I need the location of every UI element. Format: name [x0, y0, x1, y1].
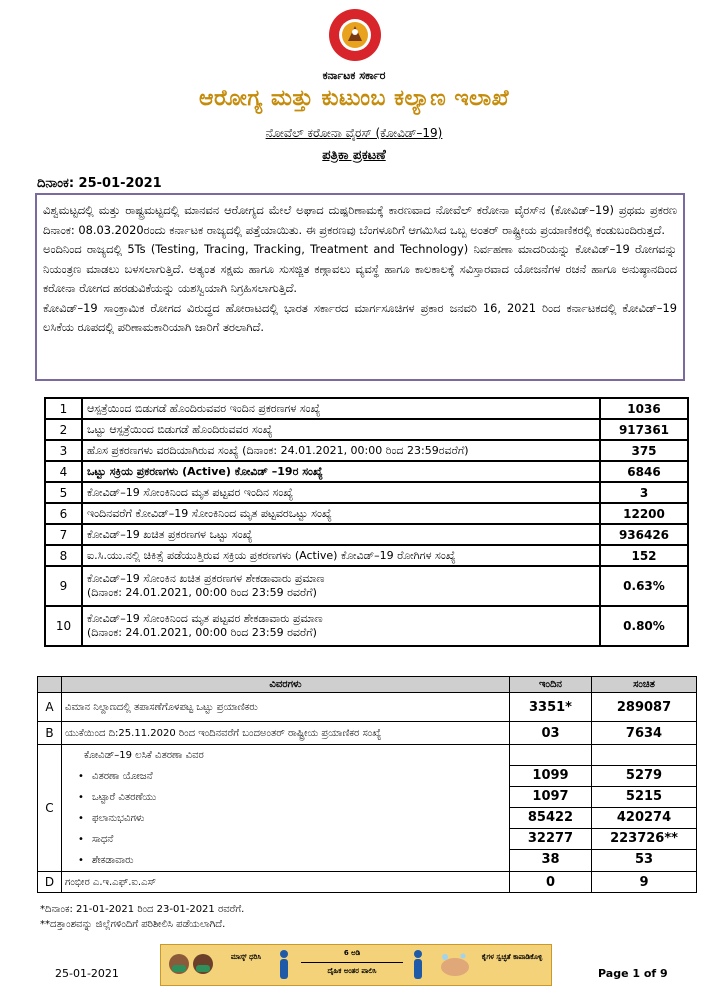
item-cumulative: 5279: [592, 765, 696, 786]
vaccine-title: ಕೋವಿಡ್–19 ಲಸಿಕೆ ವಿತರಣಾ ವಿವರ: [84, 750, 204, 761]
intro-paragraph: ವಿಶ್ವಮಟ್ಟದಲ್ಲಿ ಮತ್ತು ರಾಷ್ಟ್ರಮಟ್ಟದಲ್ಲಿ ಮಾನವನ ಆರೋಗ್ಯದ ಮೇಲೆ ಅಘಾದ ದುಷ್ಪರಿಣಾಮಕ್ಕೆ ಕಾರಣವಾದ ನೋವೆಲ್ ಕರೋನಾ ವೈರಸ್‌ನ (ಕೋವಿಡ್–19) ಪ್ರಥಮ ಪ್ರಕರಣ ದಿನಾಂಕ: 08.03.2020ರಂದು ಕರ್ನಾಟಕ ರಾಜ್ಯದಲ್ಲಿ ಪತ್ತೆಯಾಯಿತು. ಈ ಪ್ರಕರಣವು ಬೆಂಗಳೂರಿಗೆ ಆಗಮಿಸಿದ ಒಬ್ಬ ಅಂತರ್ ರಾಷ್ಟ್ರೀಯ ಪ್ರಯಾಣಿಕರಲ್ಲಿ ಕಂಡುಬಂದಿರುತ್ತದೆ.: [43, 203, 677, 237]
item-cumulative: 223726**: [592, 828, 696, 849]
hand-wash-icon: [437, 951, 473, 979]
mask-person-icon: [167, 950, 217, 980]
row-number: 7: [45, 524, 82, 545]
department-title: ಆರೋಗ್ಯ ಮತ್ತು ಕುಟುಂಬ ಕಲ್ಯಾಣ ಇಲಾಖೆ: [198, 86, 510, 111]
table-row: [45, 440, 688, 461]
list-item: • ಸಾಧನೆ: [62, 829, 509, 850]
header-today: ಇಂದಿನ: [510, 677, 592, 693]
row-cumulative: 289087: [592, 693, 697, 722]
row-number: 5: [45, 482, 82, 503]
page-number: Page 1 of 9: [598, 967, 668, 980]
blank-cell: [592, 745, 696, 765]
row-letter: C: [38, 745, 62, 872]
table-row: [45, 524, 688, 545]
row-label: ಕೋವಿಡ್–19 ಸೋಂಕಿನ ಖಚಿತ ಪ್ರಕರಣಗಳ ಶೇಕಡಾವಾರು ಪ್ರಮಾಣ: [87, 572, 325, 585]
row-label: ಹೊಸ ಪ್ರಕರಣಗಳು ವರದಿಯಾಗಿರುವ ಸಂಖ್ಯೆ (ದಿನಾಂಕ: 24.01.2021, 00:00 ರಿಂದ 23:59ರವರೆಗೆ): [82, 440, 600, 461]
press-release-text: ಪತ್ರಿಕಾ ಪ್ರಕಟಣೆ: [322, 148, 386, 163]
table-row: [38, 872, 697, 893]
table-row: [45, 461, 688, 482]
row-value: 152: [600, 545, 688, 566]
row-number: 10: [45, 606, 82, 646]
intro-box: [35, 193, 685, 381]
distance-subtext: ದೈಹಿಕ ಅಂತರ ಪಾಲಿಸಿ: [327, 967, 377, 975]
government-emblem-icon: [328, 8, 382, 62]
row-number: 1: [45, 398, 82, 419]
table-row: [38, 722, 697, 745]
row-number: 4: [45, 461, 82, 482]
details-table: [37, 676, 697, 893]
mask-text: ಮಾಸ್ಕ್ ಧರಿಸಿ: [230, 953, 262, 961]
item-cumulative: 420274: [592, 807, 696, 828]
row-value: 0.63%: [600, 566, 688, 606]
row-label: ಗಂಭೀರ ಎ.ಇ.ಎಫ್.ಐ.ಎಸ್: [62, 872, 510, 893]
table-header-row: [38, 677, 697, 693]
row-letter: B: [38, 722, 62, 745]
item-today: 32277: [510, 828, 591, 849]
vaccine-list: [62, 745, 509, 871]
list-item: • ಶೇಕಡಾವಾರು: [62, 850, 509, 871]
table-row: [38, 693, 697, 722]
item-cumulative: 5215: [592, 786, 696, 807]
row-number: 6: [45, 503, 82, 524]
table-row: [38, 745, 697, 872]
vaccine-today-cell: [510, 745, 592, 872]
row-label: ಆಸ್ಪತ್ರೆಯಿಂದ ಬಿಡುಗಡೆ ಹೊಂದಿರುವವರ ಇಂದಿನ ಪ್ರಕರಣಗಳ ಸಂಖ್ಯೆ: [82, 398, 600, 419]
row-label-cell: [82, 606, 600, 646]
row-label: ಯುಕೆಯಿಂದ ದಿ:25.11.2020 ರಿಂದ ಇಂದಿನವರೆಗೆ ಬಂದಅಂತರ್ ರಾಷ್ಟ್ರೀಯ ಪ್ರಯಾಣಿಕರ ಸಂಖ್ಯೆ: [62, 722, 510, 745]
row-today: 0: [510, 872, 592, 893]
list-item: • ಫಲಾನುಭವಿಗಳು: [62, 808, 509, 829]
footnotes: [40, 902, 244, 932]
item-today: 1099: [510, 765, 591, 786]
distance-arrow: [301, 962, 403, 963]
subtitle: [0, 126, 708, 141]
header-details: ವಿವರಗಳು: [62, 677, 510, 693]
row-sublabel: (ದಿನಾಂಕ: 24.01.2021, 00:00 ರಿಂದ 23:59 ರವರೆಗೆ): [87, 626, 317, 639]
row-value: 375: [600, 440, 688, 461]
row-label-cell: [82, 566, 600, 606]
item-today: 1097: [510, 786, 591, 807]
row-label: ಐ.ಸಿ.ಯು.ನಲ್ಲಿ ಚಿಕಿತ್ಸೆ ಪಡೆಯುತ್ತಿರುವ ಸಕ್ರಿಯ ಪ್ರಕರಣಗಳು (Active) ಕೋವಿಡ್–19 ರೋಗಿಗಳ ಸಂಖ್ಯೆ: [82, 545, 600, 566]
row-number: 8: [45, 545, 82, 566]
row-label: ವಿಮಾನ ನಿಲ್ದಾಣದಲ್ಲಿ ತಪಾಸಣೆಗೊಳಪಟ್ಟ ಒಟ್ಟು ಪ್ರಯಾಣಿಕರು: [62, 693, 510, 722]
blank-cell: [510, 745, 591, 765]
row-letter: A: [38, 693, 62, 722]
row-letter: D: [38, 872, 62, 893]
subtitle-text: ನೋವೆಲ್ ಕರೋನಾ ವೈರಸ್ (ಕೋವಿಡ್–19): [265, 126, 443, 140]
person-icon: [277, 949, 291, 981]
row-value: 12200: [600, 503, 688, 524]
intro-paragraph: ಅಂದಿನಿಂದ ರಾಜ್ಯದಲ್ಲಿ 5Ts (Testing, Tracing, Tracking, Treatment and Technology) ನಿರ್ವಹಣಾ ಮಾದರಿಯನ್ನು ಕೋವಿಡ್–19 ರೋಗವನ್ನು ನಿಯಂತ್ರಣ ಮಾಡಲು ಬಳಸಲಾಗುತ್ತಿದೆ. ಅತ್ಯಂತ ಸಕ್ಷಮ ಹಾಗೂ ಸುಸಜ್ಜಿತ ಕಣ್ಗಾವಲು ವ್ಯವಸ್ಥೆ ಹಾಗೂ ಕಾಲಕಾಲಕ್ಕೆ ಸವಿಸ್ತಾರವಾದ ಯೋಜನೆಗಳ ರಚನೆ ಹಾಗೂ ಅನುಷ್ಠಾನದಿಂದ ಕರೋನಾ ರೋಗದ ಹರಡುವಿಕೆಯನ್ನು ಯಶಸ್ವಿಯಾಗಿ ನಿಗ್ರಹಿಸಲಾಗುತ್ತಿದೆ.: [43, 242, 677, 295]
footer-date: 25-01-2021: [55, 967, 119, 980]
row-label: ಕೋವಿಡ್–19 ಸೋಂಕಿನಿಂದ ಮೃತ ಪಟ್ಟವರ ಶೇಕಡಾವಾರು ಪ್ರಮಾಣ: [87, 612, 323, 625]
item-cumulative: 53: [592, 849, 696, 870]
table-row: [45, 419, 688, 440]
row-number: 2: [45, 419, 82, 440]
table-row: [45, 566, 688, 606]
row-value: 3: [600, 482, 688, 503]
table-row: [45, 606, 688, 646]
person-icon: [411, 949, 425, 981]
footnote: *ದಿನಾಂಕ: 21-01-2021 ರಿಂದ 23-01-2021 ರವರೆಗೆ.: [40, 904, 245, 915]
vaccine-cumulative-cell: [592, 745, 697, 872]
header-cumulative: ಸಂಚಿತ: [592, 677, 697, 693]
release-date: ದಿನಾಂಕ: 25-01-2021: [37, 176, 162, 191]
intro-paragraph: ಕೋವಿಡ್–19 ಸಾಂಕ್ರಾಮಿಕ ರೋಗದ ವಿರುದ್ಧದ ಹೋರಾಟದಲ್ಲಿ ಭಾರತ ಸರ್ಕಾರದ ಮಾರ್ಗಸೂಚಿಗಳ ಪ್ರಕಾರ ಜನವರಿ 16, 2021 ರಿಂದ ಕರ್ನಾಟಕದಲ್ಲಿ ಕೋವಿಡ್–19 ಲಸಿಕೆಯ ರೂಪದಲ್ಲಿ ಪರಿಣಾಮಕಾರಿಯಾಗಿ ಜಾರಿಗೆ ತರಲಾಗಿದೆ.: [43, 300, 677, 334]
vaccine-list-cell: [62, 745, 510, 872]
row-cumulative: 9: [592, 872, 697, 893]
table-row: [45, 398, 688, 419]
press-release-title: [0, 148, 708, 163]
table-row: [45, 503, 688, 524]
footnote: **ದತ್ತಾಂಶವನ್ನು ಜಿಲ್ಲೆಗಳಿಂದಿಗೆ ಪರಿಶೀಲಿಸಿ ಪಡೆಯಲಾಗಿದೆ.: [40, 919, 226, 930]
row-value: 936426: [600, 524, 688, 545]
row-label: ಕೋವಿಡ್–19 ಸೋಂಕಿನಿಂದ ಮೃತ ಪಟ್ಟವರ ಇಂದಿನ ಸಂಖ್ಯೆ: [82, 482, 600, 503]
item-today: 85422: [510, 807, 591, 828]
hand-wash-text: ಕೈಗಳ ಸ್ವಚ್ಛತೆ ಕಾಪಾಡಿಕೊಳ್ಳಿ: [481, 953, 543, 961]
row-label: ಕೋವಿಡ್–19 ಖಚಿತ ಪ್ರಕರಣಗಳ ಒಟ್ಟು ಸಂಖ್ಯೆ: [82, 524, 600, 545]
row-cumulative: 7634: [592, 722, 697, 745]
row-today: 3351*: [510, 693, 592, 722]
item-today: 38: [510, 849, 591, 870]
row-value: 917361: [600, 419, 688, 440]
safety-banner: [160, 944, 552, 986]
government-name: ಕರ್ನಾಟಕ ಸರ್ಕಾರ: [322, 69, 386, 82]
row-label: ಒಟ್ಟು ಸಕ್ರಿಯ ಪ್ರಕರಣಗಳು (Active) ಕೋವಿಡ್ –19ರ ಸಂಖ್ಯೆ: [82, 461, 600, 482]
row-label: ಒಟ್ಟು ಆಸ್ಪತ್ರೆಯಿಂದ ಬಿಡುಗಡೆ ಹೊಂದಿರುವವರ ಸಂಖ್ಯೆ: [82, 419, 600, 440]
table-row: [45, 482, 688, 503]
row-sublabel: (ದಿನಾಂಕ: 24.01.2021, 00:00 ರಿಂದ 23:59 ರವರೆಗೆ): [87, 586, 317, 599]
list-item: • ಒಟ್ಟಾರೆ ವಿತರಣೆಯು: [62, 787, 509, 808]
row-today: 03: [510, 722, 592, 745]
row-value: 6846: [600, 461, 688, 482]
list-item: • ವಿತರಣಾ ಯೋಜನೆ: [62, 766, 509, 787]
header-blank: [38, 677, 62, 693]
row-value: 1036: [600, 398, 688, 419]
table-row: [45, 545, 688, 566]
stats-table: [44, 397, 689, 647]
row-label: ಇಂದಿನವರೆಗೆ ಕೋವಿಡ್–19 ಸೋಂಕಿನಿಂದ ಮೃತ ಪಟ್ಟವರಒಟ್ಟು ಸಂಖ್ಯೆ: [82, 503, 600, 524]
row-number: 9: [45, 566, 82, 606]
row-value: 0.80%: [600, 606, 688, 646]
row-number: 3: [45, 440, 82, 461]
distance-text: 6 ಅಡಿ: [343, 949, 361, 957]
